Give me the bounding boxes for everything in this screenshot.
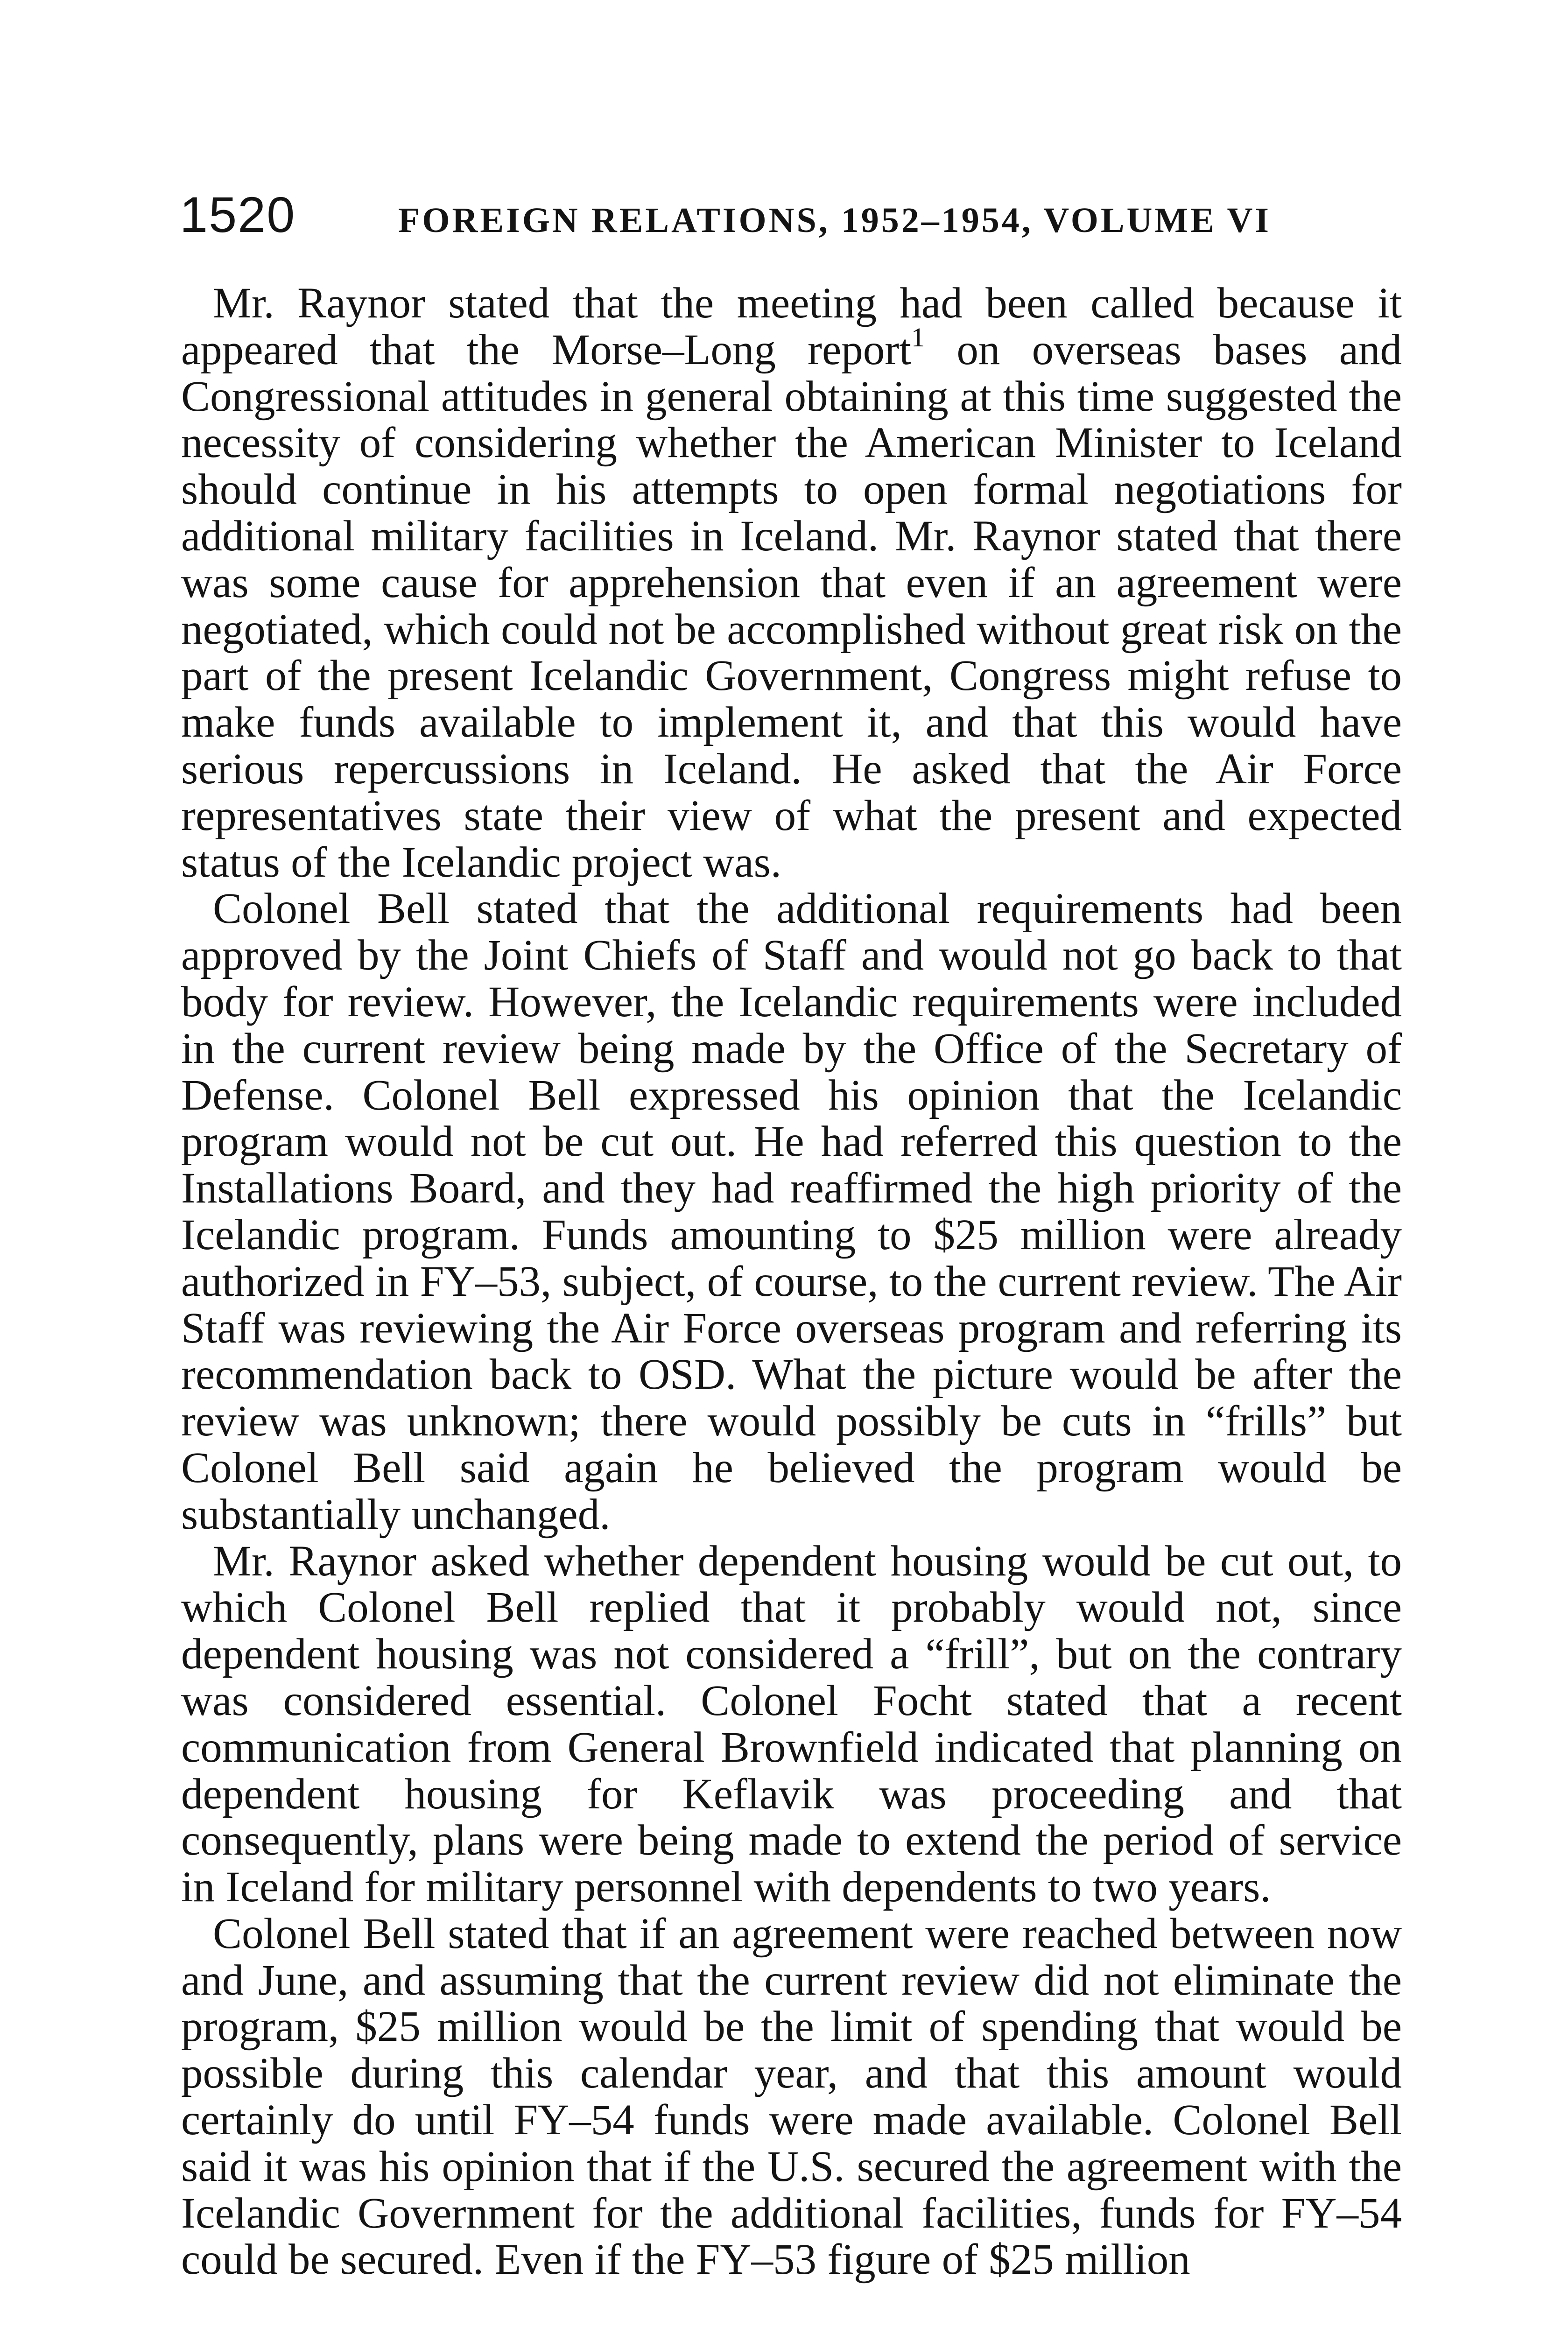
paragraph-1 — [181, 280, 1402, 886]
running-head: FOREIGN RELATIONS, 1952–1954, VOLUME VI — [398, 201, 1271, 240]
page-number: 1520 — [180, 186, 296, 243]
page-header — [180, 182, 1412, 247]
paragraph-1-text-start: Mr. Raynor stated that the meeting had been called because it appeared that the Morse–Long report — [181, 279, 1402, 374]
paragraph-2: Colonel Bell stated that the additional requirements had been approved by the Joint Chiefs of Staff and would not go back to that body for review. However, the Icelandic requirements were included in the current review being made by the Office of the Secretary of Defense. Colonel Bell expressed his opinion that the Icelandic program would not be cut out. He had referred this question to the Installations Board, and they had reaffirmed the high priority of the Icelandic program. Funds amounting to $25 million were already authorized in FY–53, subject, of course, to the current review. The Air Staff was reviewing the Air Force overseas program and referring its recommendation back to OSD. What the picture would be after the review was unknown; there would possibly be cuts in “frills” but Colonel Bell said again he believed the program would be substantially unchanged. — [181, 885, 1402, 1539]
paragraph-4: Colonel Bell stated that if an agreement were reached between now and June, and assuming that the current review did not eliminate the program, $25 million would be the limit of spending that would be possible during this calendar year, and that this amount would certainly do until FY–54 funds were made available. Colonel Bell said it was his opinion that if the U.S. secured the agreement with the Icelandic Government for the additional facilities, funds for FY–54 could be secured. Even if the FY–53 figure of $25 million — [181, 1909, 1402, 2284]
body-text — [181, 280, 1402, 2283]
footnote-reference: 1 — [911, 322, 925, 352]
paragraph-1-text-end: on overseas bases and Congressional attitudes in general obtaining at this time suggested the necessity of considering whether the American Minister to Iceland should continue in his attempts to open formal negotiations for additional military facilities in Iceland. Mr. Raynor stated that there was some cause for apprehension that even if an agreement were negotiated, which could not be accomplished without great risk on the part of the present Icelandic Government, Congress might refuse to make funds available to implement it, and that this would have serious repercussions in Iceland. He asked that the Air Force representatives state their view of what the present and expected status of the Icelandic project was. — [181, 325, 1402, 886]
paragraph-3: Mr. Raynor asked whether dependent housing would be cut out, to which Colonel Bell replied that it probably would not, since dependent housing was not considered a “frill”, but on the contrary was considered essential. Colonel Focht stated that a recent communication from General Brownfield indicated that planning on dependent housing for Keflavik was proceeding and that consequently, plans were being made to extend the period of service in Iceland for military personnel with dependents to two years. — [181, 1537, 1402, 1912]
